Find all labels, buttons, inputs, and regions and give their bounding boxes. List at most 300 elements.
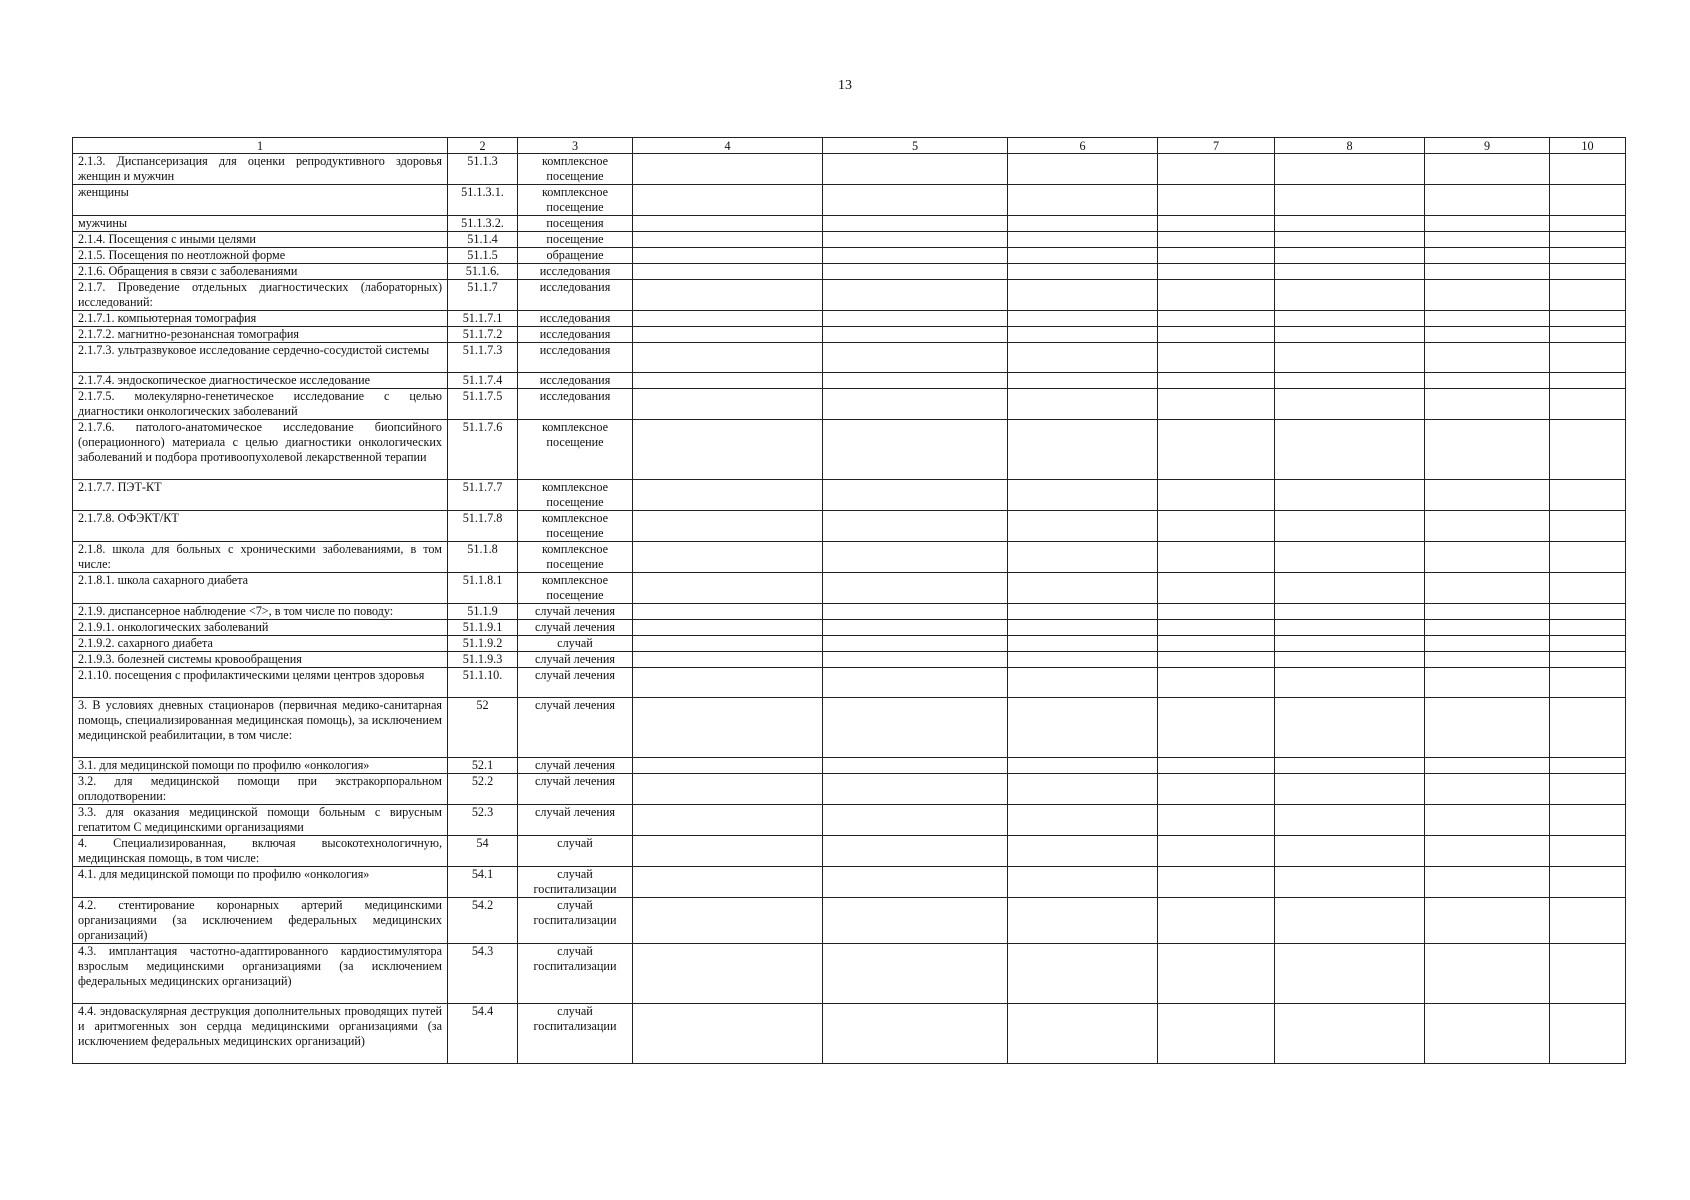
empty-value-cell	[633, 774, 823, 805]
empty-value-cell	[1550, 389, 1626, 420]
empty-value-cell	[633, 652, 823, 668]
empty-value-cell	[1550, 311, 1626, 327]
empty-value-cell	[1425, 327, 1550, 343]
row-code: 51.1.7	[448, 280, 518, 311]
indicator-name: 2.1.7.4. эндоскопическое диагностическое исследование	[73, 373, 448, 389]
empty-value-cell	[823, 185, 1008, 216]
column-number-header: 5	[823, 138, 1008, 154]
empty-value-cell	[1275, 248, 1425, 264]
empty-value-cell	[1158, 232, 1275, 248]
empty-value-cell	[1008, 836, 1158, 867]
empty-value-cell	[823, 264, 1008, 280]
empty-value-cell	[1008, 805, 1158, 836]
empty-value-cell	[633, 620, 823, 636]
empty-value-cell	[1008, 154, 1158, 185]
empty-value-cell	[1008, 327, 1158, 343]
table-row	[73, 636, 1626, 652]
empty-value-cell	[633, 420, 823, 480]
indicator-name: 2.1.5. Посещения по неотложной форме	[73, 248, 448, 264]
empty-value-cell	[1550, 420, 1626, 480]
empty-value-cell	[823, 758, 1008, 774]
table-row	[73, 805, 1626, 836]
unit-of-measure: случай лечения	[518, 620, 633, 636]
empty-value-cell	[633, 185, 823, 216]
indicator-name: мужчины	[73, 216, 448, 232]
empty-value-cell	[1008, 311, 1158, 327]
row-code: 51.1.7.7	[448, 480, 518, 511]
empty-value-cell	[1275, 373, 1425, 389]
indicator-name: 2.1.7.5. молекулярно-генетическое исследование с целью диагностики онкологических заболеваний	[73, 389, 448, 420]
indicator-name: 2.1.7.3. ультразвуковое исследование сердечно-сосудистой системы	[73, 343, 448, 373]
empty-value-cell	[1008, 620, 1158, 636]
empty-value-cell	[1425, 511, 1550, 542]
empty-value-cell	[1425, 264, 1550, 280]
row-code: 51.1.7.5	[448, 389, 518, 420]
empty-value-cell	[1275, 216, 1425, 232]
empty-value-cell	[1158, 573, 1275, 604]
unit-of-measure: исследования	[518, 343, 633, 373]
unit-of-measure: исследования	[518, 280, 633, 311]
empty-value-cell	[1008, 1004, 1158, 1064]
empty-value-cell	[823, 343, 1008, 373]
row-code: 51.1.8.1	[448, 573, 518, 604]
row-code: 51.1.9.3	[448, 652, 518, 668]
empty-value-cell	[823, 480, 1008, 511]
indicator-name: 4.4. эндоваскулярная деструкция дополнительных проводящих путей и аритмогенных зон сердца медицинскими организациями (за исключением федеральных медицинских организаций)	[73, 1004, 448, 1064]
empty-value-cell	[1158, 389, 1275, 420]
empty-value-cell	[633, 373, 823, 389]
empty-value-cell	[1275, 805, 1425, 836]
table-row	[73, 343, 1626, 373]
unit-of-measure: комплексное посещение	[518, 511, 633, 542]
empty-value-cell	[1550, 573, 1626, 604]
empty-value-cell	[1275, 668, 1425, 698]
table-row	[73, 216, 1626, 232]
table-row	[73, 311, 1626, 327]
empty-value-cell	[1008, 774, 1158, 805]
table-row	[73, 420, 1626, 480]
empty-value-cell	[1008, 652, 1158, 668]
table-row	[73, 264, 1626, 280]
empty-value-cell	[1550, 805, 1626, 836]
empty-value-cell	[1550, 248, 1626, 264]
column-number-header: 4	[633, 138, 823, 154]
empty-value-cell	[1550, 604, 1626, 620]
empty-value-cell	[633, 327, 823, 343]
row-code: 52.2	[448, 774, 518, 805]
unit-of-measure: посещение	[518, 232, 633, 248]
empty-value-cell	[1275, 327, 1425, 343]
empty-value-cell	[1275, 867, 1425, 898]
indicator-name: 2.1.7.2. магнитно-резонансная томография	[73, 327, 448, 343]
empty-value-cell	[1158, 867, 1275, 898]
empty-value-cell	[1550, 154, 1626, 185]
empty-value-cell	[633, 1004, 823, 1064]
empty-value-cell	[1158, 604, 1275, 620]
empty-value-cell	[1158, 373, 1275, 389]
unit-of-measure: случай лечения	[518, 774, 633, 805]
empty-value-cell	[1158, 652, 1275, 668]
empty-value-cell	[1158, 248, 1275, 264]
empty-value-cell	[633, 836, 823, 867]
unit-of-measure: случай госпитализации	[518, 867, 633, 898]
row-code: 51.1.7.1	[448, 311, 518, 327]
table-row	[73, 154, 1626, 185]
unit-of-measure: комплексное посещение	[518, 542, 633, 573]
empty-value-cell	[823, 1004, 1008, 1064]
empty-value-cell	[823, 604, 1008, 620]
row-code: 51.1.7.3	[448, 343, 518, 373]
indicator-name: 2.1.6. Обращения в связи с заболеваниями	[73, 264, 448, 280]
table-row	[73, 185, 1626, 216]
empty-value-cell	[1275, 420, 1425, 480]
table-row	[73, 248, 1626, 264]
empty-value-cell	[633, 280, 823, 311]
unit-of-measure: случай лечения	[518, 758, 633, 774]
empty-value-cell	[1008, 216, 1158, 232]
empty-value-cell	[1008, 232, 1158, 248]
empty-value-cell	[1008, 867, 1158, 898]
row-code: 51.1.3.2.	[448, 216, 518, 232]
column-number-header: 3	[518, 138, 633, 154]
unit-of-measure: обращение	[518, 248, 633, 264]
empty-value-cell	[1158, 343, 1275, 373]
empty-value-cell	[1158, 264, 1275, 280]
table-row	[73, 836, 1626, 867]
empty-value-cell	[1008, 898, 1158, 944]
empty-value-cell	[1425, 343, 1550, 373]
row-code: 51.1.9	[448, 604, 518, 620]
table-row	[73, 373, 1626, 389]
unit-of-measure: исследования	[518, 327, 633, 343]
empty-value-cell	[1425, 389, 1550, 420]
empty-value-cell	[1425, 248, 1550, 264]
empty-value-cell	[1425, 573, 1550, 604]
empty-value-cell	[1158, 636, 1275, 652]
empty-value-cell	[1008, 389, 1158, 420]
empty-value-cell	[1550, 480, 1626, 511]
indicator-name: 2.1.9.3. болезней системы кровообращения	[73, 652, 448, 668]
unit-of-measure: комплексное посещение	[518, 185, 633, 216]
indicator-name: 2.1.7.7. ПЭТ-КТ	[73, 480, 448, 511]
empty-value-cell	[1425, 620, 1550, 636]
row-code: 52.1	[448, 758, 518, 774]
table-row	[73, 604, 1626, 620]
empty-value-cell	[633, 480, 823, 511]
empty-value-cell	[823, 944, 1008, 1004]
empty-value-cell	[1008, 604, 1158, 620]
empty-value-cell	[1275, 542, 1425, 573]
column-number-header: 7	[1158, 138, 1275, 154]
empty-value-cell	[1158, 805, 1275, 836]
row-code: 51.1.7.8	[448, 511, 518, 542]
empty-value-cell	[823, 389, 1008, 420]
unit-of-measure: исследования	[518, 373, 633, 389]
indicator-name: 2.1.7. Проведение отдельных диагностических (лабораторных) исследований:	[73, 280, 448, 311]
empty-value-cell	[823, 652, 1008, 668]
empty-value-cell	[1158, 668, 1275, 698]
empty-value-cell	[633, 698, 823, 758]
row-code: 51.1.10.	[448, 668, 518, 698]
indicator-name: 2.1.7.8. ОФЭКТ/КТ	[73, 511, 448, 542]
empty-value-cell	[1158, 480, 1275, 511]
column-number-header: 9	[1425, 138, 1550, 154]
empty-value-cell	[1550, 620, 1626, 636]
empty-value-cell	[1550, 652, 1626, 668]
empty-value-cell	[823, 636, 1008, 652]
empty-value-cell	[1550, 327, 1626, 343]
empty-value-cell	[1425, 898, 1550, 944]
empty-value-cell	[1550, 1004, 1626, 1064]
empty-value-cell	[1550, 944, 1626, 1004]
empty-value-cell	[633, 248, 823, 264]
column-number-header: 10	[1550, 138, 1626, 154]
empty-value-cell	[823, 280, 1008, 311]
row-code: 52.3	[448, 805, 518, 836]
empty-value-cell	[633, 154, 823, 185]
unit-of-measure: исследования	[518, 389, 633, 420]
table-row	[73, 758, 1626, 774]
empty-value-cell	[823, 311, 1008, 327]
indicator-name: 3.1. для медицинской помощи по профилю «онкология»	[73, 758, 448, 774]
empty-value-cell	[1008, 343, 1158, 373]
empty-value-cell	[1425, 154, 1550, 185]
indicator-name: 2.1.10. посещения с профилактическими целями центров здоровья	[73, 668, 448, 698]
indicator-name: 2.1.7.6. патолого-анатомическое исследование биопсийного (операционного) материала с целью диагностики онкологических заболеваний и подбора противоопухолевой лекарственной терапии	[73, 420, 448, 480]
empty-value-cell	[1425, 604, 1550, 620]
unit-of-measure: комплексное посещение	[518, 420, 633, 480]
empty-value-cell	[1158, 1004, 1275, 1064]
unit-of-measure: случай	[518, 636, 633, 652]
empty-value-cell	[1275, 343, 1425, 373]
empty-value-cell	[1550, 373, 1626, 389]
empty-value-cell	[1425, 420, 1550, 480]
empty-value-cell	[1425, 698, 1550, 758]
empty-value-cell	[823, 511, 1008, 542]
row-code: 54	[448, 836, 518, 867]
empty-value-cell	[1008, 698, 1158, 758]
empty-value-cell	[1550, 343, 1626, 373]
indicator-name: 4.2. стентирование коронарных артерий медицинскими организациями (за исключением федеральных медицинских организаций)	[73, 898, 448, 944]
empty-value-cell	[823, 698, 1008, 758]
empty-value-cell	[1158, 898, 1275, 944]
empty-value-cell	[823, 867, 1008, 898]
empty-value-cell	[1008, 542, 1158, 573]
empty-value-cell	[823, 573, 1008, 604]
indicator-name: женщины	[73, 185, 448, 216]
empty-value-cell	[633, 343, 823, 373]
empty-value-cell	[823, 898, 1008, 944]
empty-value-cell	[1275, 636, 1425, 652]
row-code: 51.1.3.1.	[448, 185, 518, 216]
empty-value-cell	[1275, 311, 1425, 327]
empty-value-cell	[1158, 758, 1275, 774]
table-row	[73, 573, 1626, 604]
empty-value-cell	[1550, 867, 1626, 898]
empty-value-cell	[1158, 836, 1275, 867]
empty-value-cell	[1158, 944, 1275, 1004]
empty-value-cell	[1425, 542, 1550, 573]
unit-of-measure: комплексное посещение	[518, 154, 633, 185]
empty-value-cell	[633, 944, 823, 1004]
empty-value-cell	[633, 232, 823, 248]
table-row	[73, 867, 1626, 898]
indicator-name: 2.1.9. диспансерное наблюдение <7>, в том числе по поводу:	[73, 604, 448, 620]
empty-value-cell	[1008, 373, 1158, 389]
empty-value-cell	[1425, 216, 1550, 232]
empty-value-cell	[1008, 573, 1158, 604]
empty-value-cell	[1275, 185, 1425, 216]
empty-value-cell	[1158, 511, 1275, 542]
empty-value-cell	[1275, 573, 1425, 604]
empty-value-cell	[1275, 758, 1425, 774]
empty-value-cell	[1550, 511, 1626, 542]
unit-of-measure: исследования	[518, 311, 633, 327]
empty-value-cell	[1550, 668, 1626, 698]
indicator-name: 3.3. для оказания медицинской помощи больным с вирусным гепатитом С медицинскими организациями	[73, 805, 448, 836]
empty-value-cell	[1275, 698, 1425, 758]
empty-value-cell	[633, 805, 823, 836]
empty-value-cell	[1008, 264, 1158, 280]
unit-of-measure: случай госпитализации	[518, 1004, 633, 1064]
row-code: 51.1.4	[448, 232, 518, 248]
empty-value-cell	[1425, 232, 1550, 248]
empty-value-cell	[1158, 774, 1275, 805]
table-body	[73, 154, 1626, 1064]
indicator-name: 2.1.4. Посещения с иными целями	[73, 232, 448, 248]
row-code: 51.1.9.2	[448, 636, 518, 652]
table-row	[73, 698, 1626, 758]
empty-value-cell	[1275, 620, 1425, 636]
empty-value-cell	[1550, 542, 1626, 573]
row-code: 51.1.5	[448, 248, 518, 264]
column-number-header: 6	[1008, 138, 1158, 154]
empty-value-cell	[1008, 758, 1158, 774]
indicator-name: 2.1.8. школа для больных с хроническими заболеваниями, в том числе:	[73, 542, 448, 573]
empty-value-cell	[1550, 280, 1626, 311]
empty-value-cell	[1275, 232, 1425, 248]
empty-value-cell	[1275, 898, 1425, 944]
empty-value-cell	[1275, 154, 1425, 185]
indicator-name: 2.1.9.1. онкологических заболеваний	[73, 620, 448, 636]
empty-value-cell	[1550, 836, 1626, 867]
empty-value-cell	[1275, 280, 1425, 311]
row-code: 52	[448, 698, 518, 758]
empty-value-cell	[633, 511, 823, 542]
row-code: 54.1	[448, 867, 518, 898]
empty-value-cell	[823, 248, 1008, 264]
unit-of-measure: случай госпитализации	[518, 944, 633, 1004]
empty-value-cell	[823, 836, 1008, 867]
unit-of-measure: исследования	[518, 264, 633, 280]
empty-value-cell	[823, 327, 1008, 343]
row-code: 54.3	[448, 944, 518, 1004]
empty-value-cell	[1008, 668, 1158, 698]
table-row	[73, 232, 1626, 248]
empty-value-cell	[1008, 420, 1158, 480]
empty-value-cell	[633, 311, 823, 327]
empty-value-cell	[1275, 604, 1425, 620]
empty-value-cell	[823, 774, 1008, 805]
empty-value-cell	[1425, 652, 1550, 668]
empty-value-cell	[1425, 774, 1550, 805]
empty-value-cell	[1158, 542, 1275, 573]
empty-value-cell	[1158, 154, 1275, 185]
row-code: 51.1.9.1	[448, 620, 518, 636]
empty-value-cell	[1275, 511, 1425, 542]
table-row	[73, 652, 1626, 668]
empty-value-cell	[1008, 944, 1158, 1004]
empty-value-cell	[1158, 280, 1275, 311]
empty-value-cell	[1158, 327, 1275, 343]
row-code: 51.1.7.2	[448, 327, 518, 343]
table-row	[73, 389, 1626, 420]
column-number-header: 1	[73, 138, 448, 154]
empty-value-cell	[1425, 311, 1550, 327]
table-row	[73, 1004, 1626, 1064]
empty-value-cell	[1275, 1004, 1425, 1064]
empty-value-cell	[823, 154, 1008, 185]
empty-value-cell	[633, 758, 823, 774]
column-number-row	[73, 138, 1626, 154]
empty-value-cell	[1425, 758, 1550, 774]
indicator-name: 2.1.3. Диспансеризация для оценки репродуктивного здоровья женщин и мужчин	[73, 154, 448, 185]
empty-value-cell	[633, 898, 823, 944]
column-number-header: 8	[1275, 138, 1425, 154]
empty-value-cell	[1550, 774, 1626, 805]
empty-value-cell	[1425, 836, 1550, 867]
empty-value-cell	[1275, 774, 1425, 805]
empty-value-cell	[1425, 668, 1550, 698]
empty-value-cell	[1158, 216, 1275, 232]
empty-value-cell	[823, 373, 1008, 389]
empty-value-cell	[1550, 232, 1626, 248]
empty-value-cell	[1275, 944, 1425, 1004]
row-code: 51.1.7.6	[448, 420, 518, 480]
empty-value-cell	[1550, 758, 1626, 774]
empty-value-cell	[1425, 280, 1550, 311]
empty-value-cell	[1275, 389, 1425, 420]
row-code: 54.4	[448, 1004, 518, 1064]
empty-value-cell	[1008, 280, 1158, 311]
unit-of-measure: посещения	[518, 216, 633, 232]
empty-value-cell	[633, 636, 823, 652]
indicator-name: 2.1.9.2. сахарного диабета	[73, 636, 448, 652]
table-row	[73, 280, 1626, 311]
empty-value-cell	[1275, 652, 1425, 668]
row-code: 54.2	[448, 898, 518, 944]
empty-value-cell	[1425, 480, 1550, 511]
unit-of-measure: случай лечения	[518, 604, 633, 620]
unit-of-measure: случай лечения	[518, 698, 633, 758]
row-code: 51.1.3	[448, 154, 518, 185]
empty-value-cell	[1550, 636, 1626, 652]
indicator-name: 3.2. для медицинской помощи при экстракорпоральном оплодотворении:	[73, 774, 448, 805]
empty-value-cell	[1008, 185, 1158, 216]
empty-value-cell	[823, 542, 1008, 573]
page-number: 13	[838, 78, 852, 93]
table-row	[73, 944, 1626, 1004]
table-row	[73, 480, 1626, 511]
empty-value-cell	[823, 805, 1008, 836]
indicator-name: 2.1.8.1. школа сахарного диабета	[73, 573, 448, 604]
empty-value-cell	[823, 420, 1008, 480]
unit-of-measure: комплексное посещение	[518, 480, 633, 511]
indicator-name: 2.1.7.1. компьютерная томография	[73, 311, 448, 327]
unit-of-measure: комплексное посещение	[518, 573, 633, 604]
empty-value-cell	[1275, 836, 1425, 867]
row-code: 51.1.8	[448, 542, 518, 573]
